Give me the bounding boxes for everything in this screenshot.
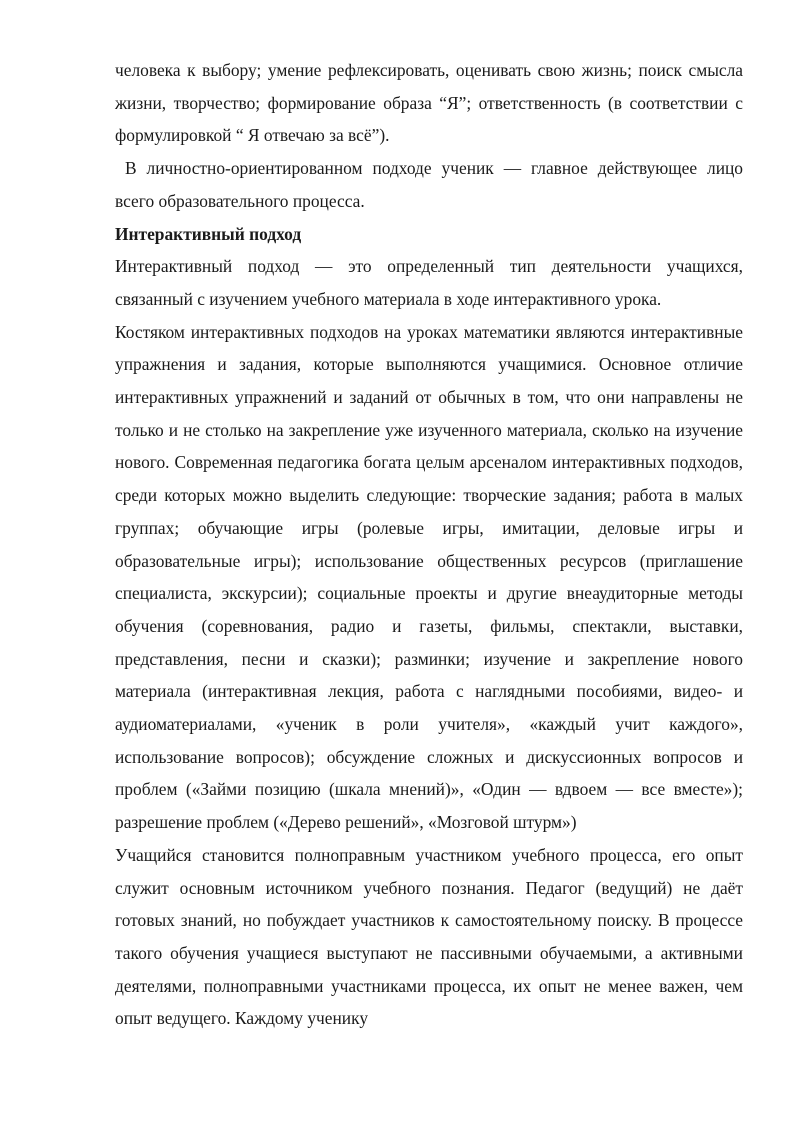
document-page	[115, 54, 743, 1035]
paragraph-1: человека к выбору; умение рефлексировать, оценивать свою жизнь; поиск смысла жизни, творчество; формирование образа “Я”; ответственность (в соответствии с формулировкой “ Я отвечаю за всё”).	[115, 60, 743, 146]
section-heading: Интерактивный подход	[115, 223, 302, 244]
paragraph-2: В личностно-ориентированном подходе ученик — главное действующее лицо всего образовательного процесса.	[115, 158, 743, 211]
paragraph-4: Костяком интерактивных подходов на уроках математики являются интерактивные упражнения и задания, которые выполняются учащимися. Основное отличие интерактивных упражнений и заданий от обычных в том, что они направлены не только и не столько на закрепление уже изученного материала, сколько на изучение нового. Современная педагогика богата целым арсеналом интерактивных подходов, среди которых можно выделить следующие: творческие задания; работа в малых группах; обучающие игры (ролевые игры, имитации, деловые игры и образовательные игры); использование общественных ресурсов (приглашение специалиста, экскурсии); социальные проекты и другие внеаудиторные методы обучения (соревнования, радио и газеты, фильмы, спектакли, выставки, представления, песни и сказки); разминки; изучение и закрепление нового материала (интерактивная лекция, работа с наглядными пособиями, видео- и аудиоматериалами, «ученик в роли учителя», «каждый учит каждого», использование вопросов); обсуждение сложных и дискуссионных вопросов и проблем («Займи позицию (шкала мнений)», «Один — вдвоем — все вместе»); разрешение проблем («Дерево решений», «Мозговой штурм»)	[115, 321, 743, 833]
paragraph-3: Интерактивный подход — это определенный тип деятельности учащихся, связанный с изучением учебного материала в ходе интерактивного урока.	[115, 256, 743, 309]
paragraph-5: Учащийся становится полноправным участником учебного процесса, его опыт служит основным источником учебного познания. Педагог (ведущий) не даёт готовых знаний, но побуждает участников к самостоятельному поиску. В процессе такого обучения учащиеся выступают не пассивными обучаемыми, а активными деятелями, полноправными участниками процесса, их опыт не менее важен, чем опыт ведущего. Каждому ученику	[115, 844, 743, 1029]
